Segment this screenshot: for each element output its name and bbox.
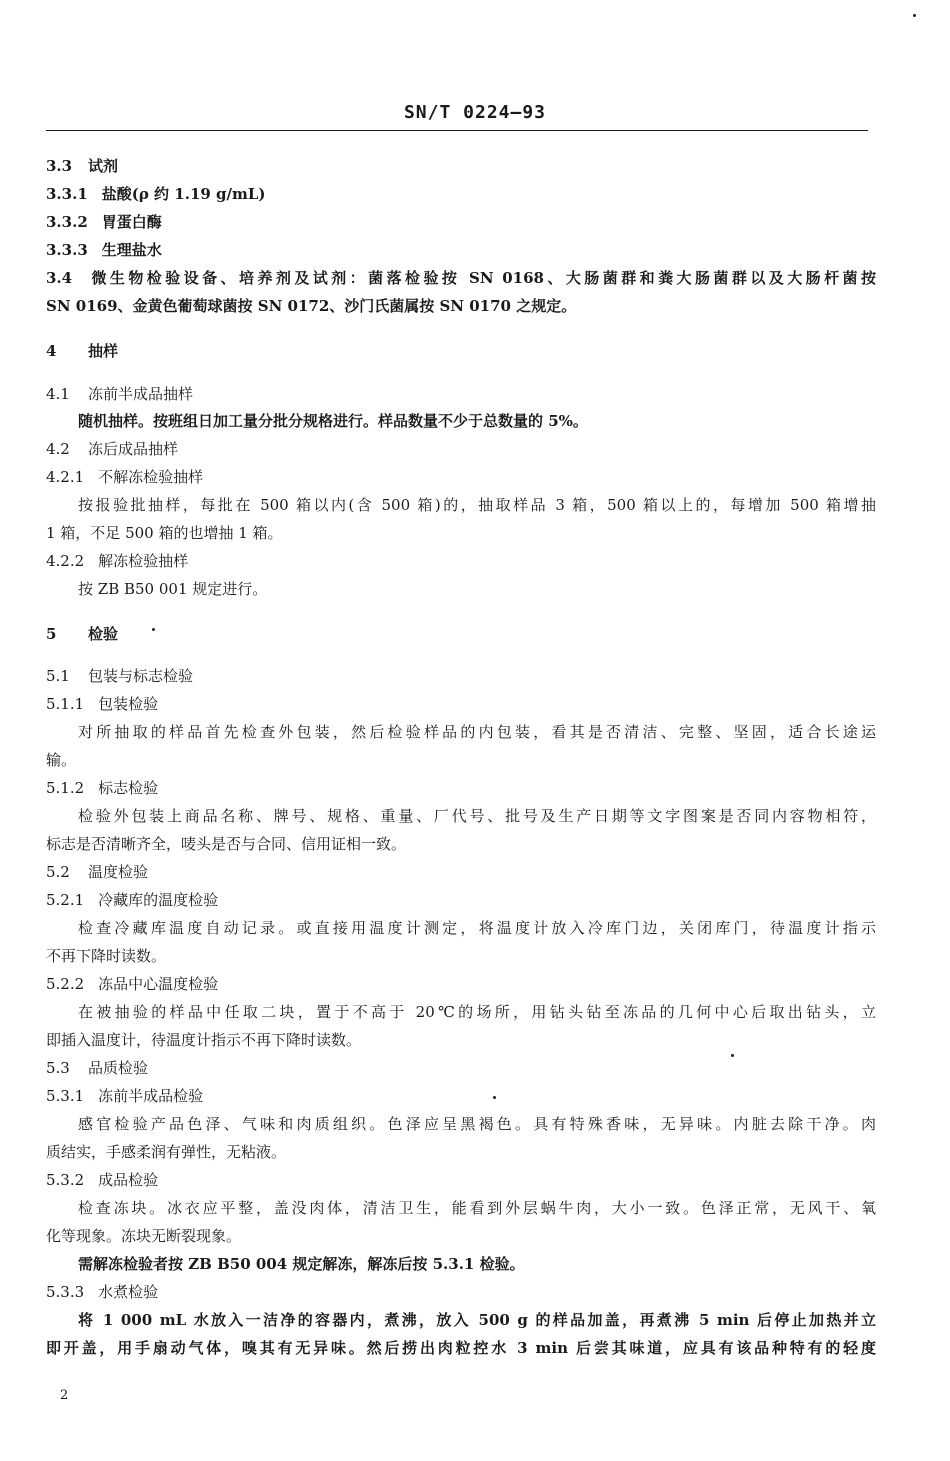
clause-number: 4.2 <box>46 440 70 458</box>
clause-heading <box>46 268 876 288</box>
line-text: 检验 <box>88 625 119 643</box>
line-text: 在被抽验的样品中任取二块，置于不高于 20℃的场所，用钻头钻至冻品的几何中心后取出钻头，立 <box>78 1003 876 1021</box>
clause-number: 3.3.2 <box>46 213 88 231</box>
line-text: 冻前半成品检验 <box>98 1087 204 1105</box>
line-text: 不解冻检验抽样 <box>98 468 204 486</box>
line-text: 成品检验 <box>98 1171 159 1189</box>
line-text: 质结实，手感柔润有弹性，无粘液。 <box>46 1143 287 1161</box>
body-text-line <box>78 1198 876 1218</box>
line-text: 冻品中心温度检验 <box>98 975 219 993</box>
line-text: 检查冷藏库温度自动记录。或直接用温度计测定，将温度计放入冷库门边，关闭库门，待温度计指示 <box>78 919 876 937</box>
line-text: 检验外包装上商品名称、牌号、规格、重量、厂代号、批号及生产日期等文字图案是否同内容物相符， <box>78 807 876 825</box>
clause-number: 5.2.1 <box>46 891 85 909</box>
body-text-line <box>46 296 876 316</box>
page-number: 2 <box>60 1388 69 1403</box>
body-text-line <box>46 946 876 966</box>
line-text: 按报验批抽样，每批在 500 箱以内(含 500 箱)的，抽取样品 3 箱，500 箱以上的，每增加 500 箱增抽 <box>78 496 876 514</box>
scan-speck <box>913 14 916 17</box>
line-text: 输。 <box>46 751 77 769</box>
clause-number: 5 <box>46 625 57 643</box>
clause-number: 5.3.2 <box>46 1171 85 1189</box>
scan-speck <box>731 1054 734 1057</box>
clause-heading <box>46 341 876 361</box>
line-text: 检查冻块。冰衣应平整，盖没肉体，清洁卫生，能看到外层蜗牛肉，大小一致。色泽正常，无风干、氧 <box>78 1199 876 1217</box>
clause-number: 4.2.1 <box>46 468 85 486</box>
clause-heading <box>46 666 876 686</box>
clause-heading <box>46 467 876 487</box>
clause-number: 3.3.3 <box>46 241 88 259</box>
body-text-line <box>78 1002 876 1022</box>
body-text-line <box>78 411 876 431</box>
line-text: 即插入温度计，待温度计指示不再下降时读数。 <box>46 1031 362 1049</box>
clause-heading <box>46 240 876 260</box>
body-text-line <box>46 750 876 770</box>
standard-header: SN/T 0224—93 <box>403 102 547 123</box>
clause-heading <box>46 778 876 798</box>
clause-heading <box>46 184 876 204</box>
clause-number: 3.3.1 <box>46 185 88 203</box>
line-text: 随机抽样。按班组日加工量分批分规格进行。样品数量不少于总数量的 5%。 <box>78 412 588 430</box>
body-text-line <box>46 834 876 854</box>
line-text: 1 箱，不足 500 箱的也增抽 1 箱。 <box>46 524 283 542</box>
line-text: 即开盖，用手扇动气体，嗅其有无异味。然后捞出肉粒控水 3 min 后尝其味道，应具有该品种特有的轻度 <box>46 1339 876 1357</box>
line-text: 不再下降时读数。 <box>46 947 167 965</box>
clause-number: 5.2 <box>46 863 70 881</box>
clause-number: 4 <box>46 342 57 360</box>
clause-number: 3.4 <box>46 269 73 287</box>
line-text: 冻前半成品抽样 <box>88 385 194 403</box>
clause-number: 4.1 <box>46 385 70 403</box>
line-text: 需解冻检验者按 ZB B50 004 规定解冻，解冻后按 5.3.1 检验。 <box>78 1255 525 1273</box>
clause-heading <box>46 694 876 714</box>
clause-heading <box>46 212 876 232</box>
line-text: 化等现象。冻块无断裂现象。 <box>46 1227 242 1245</box>
body-text-line <box>46 1226 876 1246</box>
line-text: 品质检验 <box>88 1059 149 1077</box>
body-text-line <box>78 1114 876 1134</box>
clause-heading <box>46 890 876 910</box>
body-text-line <box>46 1338 876 1358</box>
clause-heading <box>46 974 876 994</box>
line-text: 对所抽取的样品首先检查外包装，然后检验样品的内包装，看其是否清洁、完整、坚固，适合长途运 <box>78 723 876 741</box>
clause-number: 5.3.3 <box>46 1283 85 1301</box>
line-text: 生理盐水 <box>101 241 162 259</box>
line-text: 胃蛋白酶 <box>101 213 162 231</box>
clause-heading <box>46 1058 876 1078</box>
clause-heading <box>46 624 876 644</box>
line-text: 水煮检验 <box>98 1283 159 1301</box>
line-text: 包装检验 <box>98 695 159 713</box>
clause-heading <box>46 1170 876 1190</box>
clause-heading <box>46 156 876 176</box>
clause-number: 5.1.2 <box>46 779 85 797</box>
scan-speck <box>152 628 155 631</box>
clause-number: 3.3 <box>46 157 73 175</box>
header-rule <box>46 130 868 131</box>
clause-heading <box>46 551 876 571</box>
line-text: 抽样 <box>88 342 119 360</box>
body-text-line <box>78 495 876 515</box>
line-text: 试剂 <box>88 157 119 175</box>
line-text: SN 0169、金黄色葡萄球菌按 SN 0172、沙门氏菌属按 SN 0170 之规定。 <box>46 297 577 315</box>
line-text: 按 ZB B50 001 规定进行。 <box>78 580 268 598</box>
line-text: 感官检验产品色泽、气味和肉质组织。色泽应呈黑褐色。具有特殊香味，无异味。内脏去除干净。肉 <box>78 1115 876 1133</box>
line-text: 解冻检验抽样 <box>98 552 189 570</box>
body-text-line <box>46 523 876 543</box>
line-text: 温度检验 <box>88 863 149 881</box>
clause-heading <box>46 439 876 459</box>
line-text: 冷藏库的温度检验 <box>98 891 219 909</box>
clause-heading <box>46 862 876 882</box>
clause-number: 5.2.2 <box>46 975 85 993</box>
line-text: 盐酸(ρ 约 1.19 g/mL) <box>101 185 266 203</box>
line-text: 将 1 000 mL 水放入一洁净的容器内，煮沸，放入 500 g 的样品加盖，再煮沸 5 min 后停止加热并立 <box>78 1311 876 1329</box>
line-text: 冻后成品抽样 <box>88 440 179 458</box>
body-text-line <box>78 806 876 826</box>
clause-number: 5.3 <box>46 1059 70 1077</box>
clause-number: 5.3.1 <box>46 1087 85 1105</box>
body-text-line <box>78 1310 876 1330</box>
line-text: 标志检验 <box>98 779 159 797</box>
clause-number: 5.1 <box>46 667 70 685</box>
line-text: 微生物检验设备、培养剂及试剂：菌落检验按 SN 0168、大肠菌群和粪大肠菌群以及大肠杆菌按 <box>88 269 876 287</box>
body-text-line <box>78 1254 876 1274</box>
body-text-line <box>78 579 876 599</box>
clause-heading <box>46 1282 876 1302</box>
clause-number: 5.1.1 <box>46 695 85 713</box>
line-text: 包装与标志检验 <box>88 667 194 685</box>
clause-heading <box>46 384 876 404</box>
body-text-line <box>78 722 876 742</box>
scan-speck <box>493 1096 496 1099</box>
body-text-line <box>46 1030 876 1050</box>
body-text-line <box>78 918 876 938</box>
clause-heading <box>46 1086 876 1106</box>
clause-number: 4.2.2 <box>46 552 85 570</box>
line-text: 标志是否清晰齐全，唛头是否与合同、信用证相一致。 <box>46 835 407 853</box>
body-text-line <box>46 1142 876 1162</box>
